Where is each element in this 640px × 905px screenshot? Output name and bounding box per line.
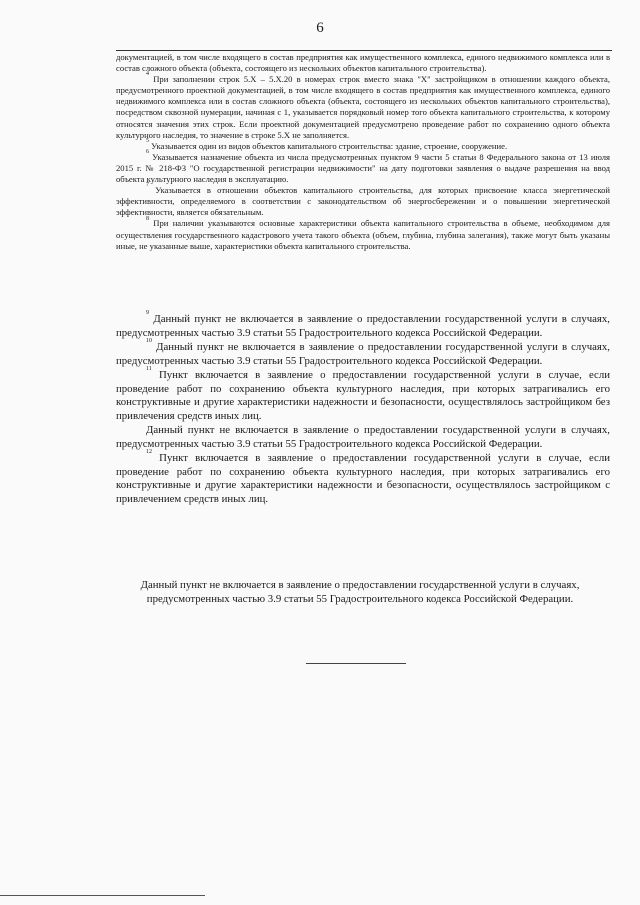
page-bottom-line — [0, 895, 205, 896]
end-separator — [306, 663, 406, 664]
footnote-11-note: Данный пункт не включается в заявление о предоставлении государственной услуги в случаях, предусмотренных частью 3.9 статьи 55 Градостроительного кодекса Российской Федерации. — [116, 424, 610, 450]
footnote-5: $^5$ Указывается один из видов объектов капитального строительства: здание, строение, сооружение. — [146, 137, 508, 151]
footnote-9: $^9$ Данный пункт не включается в заявление о предоставлении государственной услуги в случаях, предусмотренных частью 3.9 статьи 55 Градостроительного кодекса Российской Федерации. — [116, 310, 610, 339]
page-number: 6 — [316, 20, 324, 36]
footnote-8: $^8$ При наличии указываются основные характеристики объекта капитального строительства в объеме, необходимом для осуществления государственного кадастрового учета такого объекта (объем, глубина, глубина залегания), также могут быть указаны иные, не указанные выше, характеристики объекта капитального строительства. — [116, 215, 610, 251]
footnote-11: $^{11}$ Пункт включается в заявление о предоставлении государственной услуги в случае, если проведение работ по сохранению объекта культурного наследия, при которых затрагивались его конструктивные и другие характеристики надежности и безопасности, осуществлялось застройщиком без привлечения средств иных лиц. — [116, 366, 611, 422]
footnote-10: $^{10}$ Данный пункт не включается в заявление о предоставлении государственной услуги в случаях, предусмотренных частью 3.9 статьи 55 Градостроительного кодекса Российской Федерации. — [116, 338, 610, 367]
footnote-7: $^7$ Указывается в отношении объектов капитального строительства, для которых присвоение класса энергетической эффективности, определяемого в соответствии с законодательством об энергосбережении и о повышении энергетической эффективности, является обязательным. — [116, 182, 610, 218]
footnote-6: $^6$ Указывается назначение объекта из числа предусмотренных пунктом 9 части 5 статьи 8 Федерального закона от 13 июля 2015 г. № 218-ФЗ "О государственной регистрации недвижимости" на дату подготовки заявления о выдаче разрешения на ввод объекта культурного наследия в эксплуатацию. — [116, 148, 610, 185]
large-footnotes-block — [116, 310, 611, 507]
footnote-12: $^{12}$ Пункт включается в заявление о предоставлении государственной услуги в случае, если проведение работ по сохранению объекта культурного наследия, при которых затрагивались его конструктивные и другие характеристики надежности и безопасности, осуществлялось застройщиком с привлечением средств иных лиц. — [116, 449, 611, 505]
bottom-note: Данный пункт не включается в заявление о предоставлении государственной услуги в случаях, предусмотренных частью 3.9 статьи 55 Градостроительного кодекса Российской Федерации. — [140, 579, 580, 605]
footnote-3-continuation: документацией, в том числе входящего в состав предприятия как имущественного комплекса, единого недвижимого комплекса или в состав сложного объекта (объекта, состоящего из нескольких объектов капитального строительства). — [116, 52, 610, 74]
footnote-separator — [116, 50, 612, 51]
footnotes-block — [116, 52, 610, 252]
footnote-4: $^4$ При заполнении строк 5.X – 5.X.20 в номерах строк вместо знака "X" застройщиком в отношении каждого объекта, предусмотренного проектной документацией, в том числе входящего в состав предприятия как имущественного комплекса, единого недвижимого комплекса или в состав сложного объекта (объекта, состоящего из нескольких объектов капитального строительства), посредством сквозной нумерации, начиная с 1, указывается порядковый номер того объекта капитального строительства, к которому относятся значения этих строк. Если проектной документацией предусмотрено проведение работ по сохранению одного объекта культурного наследия, то значение в строке 5.X не заполняется. — [116, 71, 610, 140]
